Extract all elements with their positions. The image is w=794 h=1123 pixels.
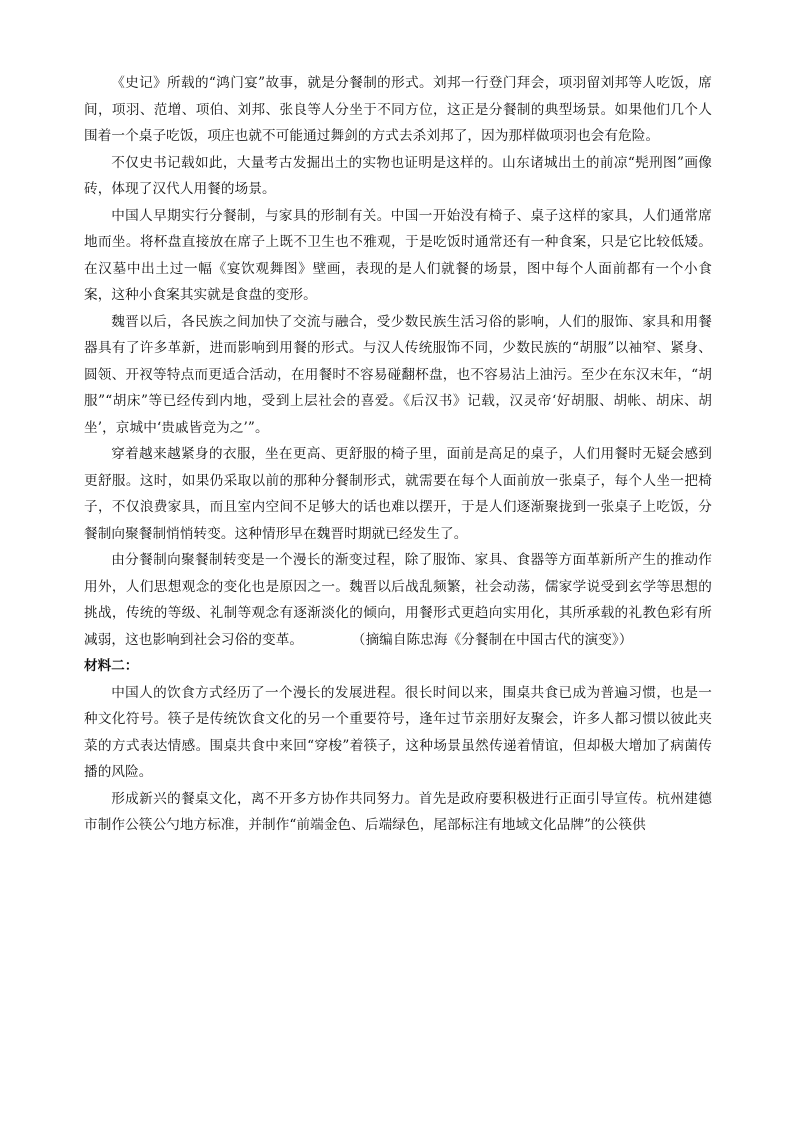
paragraph-furniture: 中国人早期实行分餐制，与家具的形制有关。中国一开始没有椅子、桌子这样的家具，人们通常席地而坐。将杯盘直接放在席子上既不卫生也不雅观，于是吃饭时通常还有一种食案，只是它比较低矮。在汉墓中出土过一幅《宴饮观舞图》壁画，表现的是人们就餐的场景，图中每个人面前都有一个小食案，这种小食案其实就是食盘的变形。 (84, 207, 712, 303)
paragraph-gradual-change (84, 547, 712, 653)
paragraph-eating-habits: 中国人的饮食方式经历了一个漫长的发展进程。很长时间以来，围桌共食已成为普遍习惯，也是一种文化符号。筷子是传统饮食文化的另一个重要符号，逢年过节亲朋好友聚会，许多人都习惯以彼此夹菜的方式表达情感。围桌共食中来回“穿梭”着筷子，这种场景虽然传递着情谊，但却极大增加了病菌传播的风险。 (84, 684, 712, 780)
paragraph-wei-jin: 魏晋以后，各民族之间加快了交流与融合，受少数民族生活习俗的影响，人们的服饰、家具和用餐器具有了许多革新，进而影响到用餐的形式。与汉人传统服饰不同，少数民族的“胡服”以袖窄、紧身、圆领、开衩等特点而更适合活动，在用餐时不容易碰翻杯盘，也不容易沾上油污。至少在东汉末年，“胡服”“胡床”等已经传到内地，受到上层社会的喜爱。《后汉书》记载，汉灵帝‘好胡服、胡帐、胡床、胡坐’，京城中‘贵戚皆竞为之’”。 (84, 313, 712, 436)
paragraph-tight-clothing: 穿着越来越紧身的衣服，坐在更高、更舒服的椅子里，面前是高足的桌子，人们用餐时无疑会感到更舒服。这时，如果仍采取以前的那种分餐制形式，就需要在每个人面前放一张桌子，每个人坐一把椅子，不仅浪费家具，而且室内空间不足够大的话也难以摆开，于是人们逐渐聚拢到一张桌子上吃饭，分餐制向聚餐制悄悄转变。这种情形早在魏晋时期就已经发生了。 (84, 446, 712, 542)
paragraph-table-culture: 形成新兴的餐桌文化，离不开多方协作共同努力。首先是政府要积极进行正面引导宣传。杭州建德市制作公筷公勺地方标准，并制作“前端金色、后端绿色，尾部标注有地域文化品牌”的公筷供 (84, 790, 712, 833)
paragraph-hongmen-banquet: 《史记》所载的“鸿门宴”故事，就是分餐制的形式。刘邦一行登门拜会，项羽留刘邦等人吃饭，席间，项羽、范增、项伯、刘邦、张良等人分坐于不同方位，这正是分餐制的典型场景。如果他们几个人围着一个桌子吃饭，项庄也就不可能通过舞剑的方式去杀刘邦了，因为那样做项羽也会有危险。 (84, 75, 712, 144)
paragraph-archaeology: 不仅史书记载如此，大量考古发掘出土的实物也证明是这样的。山东诸城出土的前凉“髡刑图”画像砖，体现了汉代人用餐的场景。 (84, 154, 712, 197)
document-page (84, 70, 712, 839)
section-heading: 材料二： (84, 658, 139, 674)
paragraph-gradual-change-text: 由分餐制向聚餐制转变是一个漫长的渐变过程，除了服饰、家具、食器等方面革新所产生的推动作用外，人们思想观念的变化也是原因之一。魏晋以后战乱频繁，社会动荡，儒家学说受到玄学等思想的挑战，传统的等级、礼制等观念有逐渐淡化的倾向，用餐形式更趋向实用化，其所承载的礼教色彩有所减弱，这也影响到社会习俗的变革。 (84, 552, 712, 648)
citation: （摘编自陈忠海《分餐制在中国古代的演变》） (351, 631, 633, 648)
